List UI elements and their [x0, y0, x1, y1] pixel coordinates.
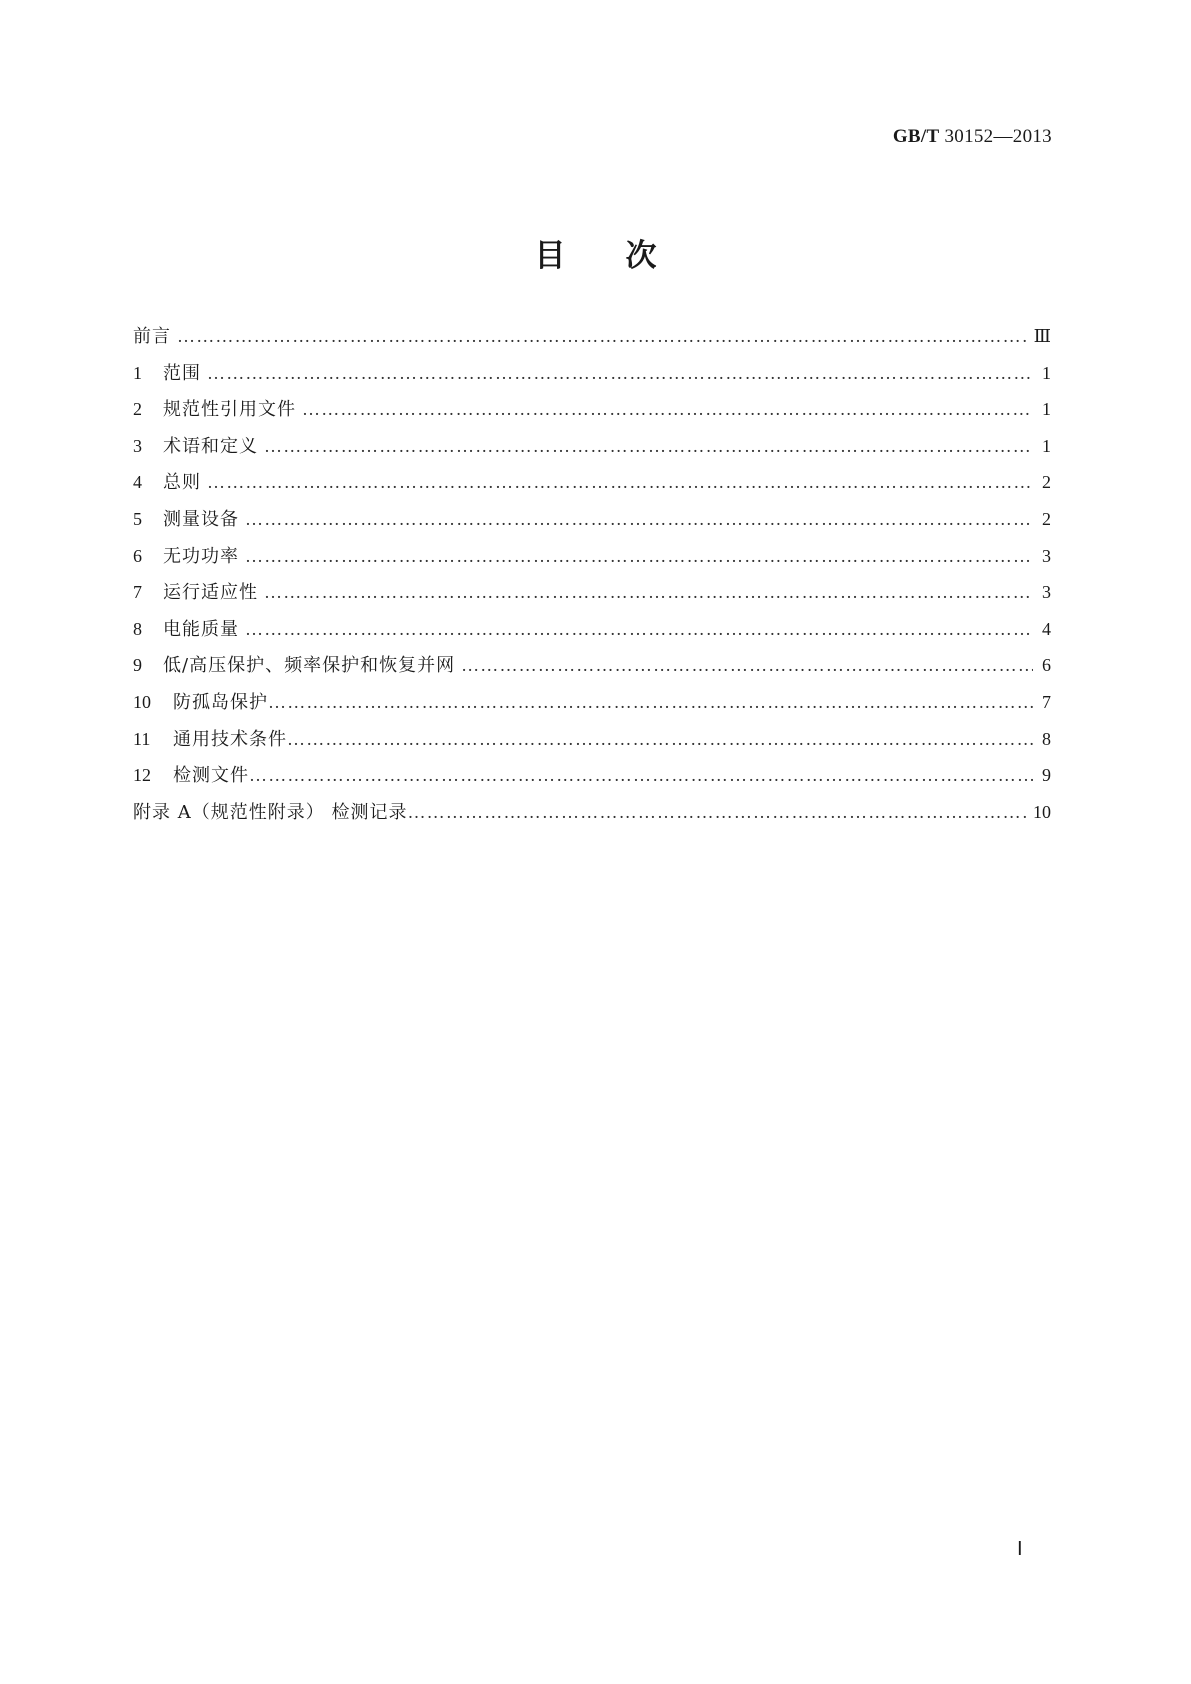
dot-leader	[245, 619, 1033, 640]
toc-entry-9[interactable]	[133, 651, 1051, 688]
toc-entry-page: 7	[1042, 691, 1051, 712]
toc-entry-title: 术语和定义	[163, 435, 258, 457]
toc-entry-title: 低/高压保护、频率保护和恢复并网	[163, 655, 456, 677]
toc-entry-page: 9	[1042, 765, 1051, 786]
toc-entry-number: 10	[133, 691, 151, 712]
dot-leader	[407, 802, 1027, 823]
toc-entry-page: Ⅲ	[1033, 326, 1051, 346]
toc-entry-8[interactable]	[133, 615, 1051, 652]
toc-entry-page: 2	[1042, 472, 1051, 493]
dot-leader	[287, 729, 1033, 750]
toc-entry-title: 运行适应性	[163, 582, 258, 604]
toc-entry-number: 11	[133, 728, 151, 749]
toc-entry-page: 3	[1042, 545, 1051, 566]
dot-leader	[207, 363, 1033, 384]
toc-entry-page: 1	[1042, 435, 1051, 456]
dot-leader	[302, 399, 1033, 420]
dot-leader	[177, 326, 1028, 347]
toc-entry-number: 4	[133, 472, 142, 493]
toc-entry-page: 1	[1042, 399, 1051, 420]
toc-entry-2[interactable]	[133, 395, 1051, 432]
dot-leader	[264, 582, 1033, 603]
table-of-contents	[133, 322, 1051, 834]
toc-entry-title: 检测文件	[173, 765, 249, 787]
toc-entry-foreword[interactable]	[133, 322, 1051, 359]
standard-prefix: GB/T	[892, 126, 940, 147]
standard-code	[893, 126, 1052, 148]
page-number: Ⅰ	[1017, 1539, 1023, 1560]
toc-entry-title: 无功功率	[163, 545, 239, 567]
dot-leader	[207, 472, 1033, 493]
dot-leader	[249, 765, 1033, 786]
toc-entry-number: 8	[133, 618, 142, 639]
toc-entry-5[interactable]	[133, 505, 1051, 542]
page-title: 目次	[534, 238, 717, 274]
toc-entry-number: 2	[133, 399, 142, 420]
toc-entry-number: 7	[133, 582, 142, 603]
toc-entry-12[interactable]	[133, 761, 1051, 798]
toc-entry-title: 防孤岛保护	[173, 691, 268, 713]
toc-entry-page: 10	[1033, 801, 1051, 822]
toc-entry-title: 总则	[163, 472, 201, 494]
toc-entry-number: 12	[133, 765, 151, 786]
toc-entry-annex-a[interactable]	[133, 798, 1051, 835]
dot-leader	[461, 655, 1033, 676]
dot-leader	[264, 436, 1033, 457]
toc-entry-title: 前言	[133, 326, 171, 347]
toc-entry-number: 6	[133, 545, 142, 566]
toc-entry-title: 范围	[163, 362, 201, 384]
toc-entry-number: 1	[133, 362, 142, 383]
toc-entry-page: 4	[1042, 618, 1051, 639]
toc-entry-10[interactable]	[133, 688, 1051, 725]
toc-entry-title: 附录 A（规范性附录） 检测记录	[133, 801, 408, 823]
toc-entry-11[interactable]	[133, 725, 1051, 762]
toc-entry-title: 规范性引用文件	[163, 399, 296, 421]
toc-entry-page: 3	[1042, 582, 1051, 603]
dot-leader	[268, 692, 1033, 713]
toc-entry-6[interactable]	[133, 542, 1051, 579]
toc-entry-page: 8	[1042, 728, 1051, 749]
toc-entry-page: 6	[1042, 655, 1051, 676]
dot-leader	[245, 509, 1033, 530]
toc-entry-page: 2	[1042, 508, 1051, 529]
toc-entry-3[interactable]	[133, 432, 1051, 469]
toc-entry-number: 9	[133, 655, 142, 676]
toc-entry-1[interactable]	[133, 359, 1051, 396]
toc-entry-page: 1	[1042, 362, 1051, 383]
dot-leader	[245, 546, 1033, 567]
toc-entry-title: 电能质量	[163, 618, 239, 640]
toc-entry-7[interactable]	[133, 578, 1051, 615]
toc-entry-number: 3	[133, 435, 142, 456]
standard-number: 30152—2013	[939, 126, 1052, 147]
toc-entry-title: 测量设备	[163, 508, 239, 530]
toc-entry-title: 通用技术条件	[173, 728, 287, 750]
toc-entry-number: 5	[133, 508, 142, 529]
toc-entry-4[interactable]	[133, 468, 1051, 505]
